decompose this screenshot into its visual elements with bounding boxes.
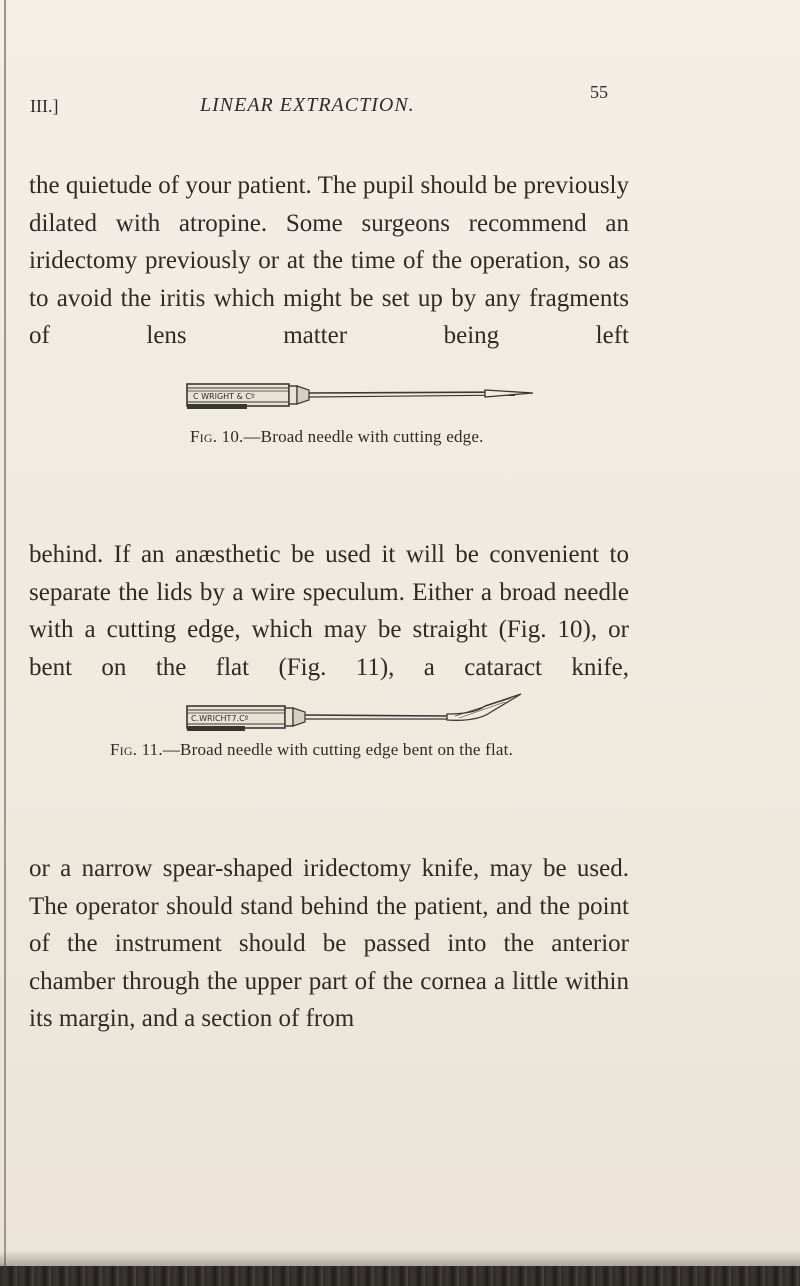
figure-10-caption bbox=[190, 427, 484, 447]
maker-mark: C WRIGHT & Cº bbox=[193, 392, 255, 401]
paragraph: or a narrow spear-shaped iridectomy knife, may be used. The operator should stand behind the patient, and the point of the instrument should be passed into the anterior chamber through the upper part of the cornea a little within its margin, and a section of from bbox=[29, 855, 629, 1032]
maker-mark: C.WRICHT7.Cº bbox=[191, 714, 249, 723]
figure-10-illustration bbox=[185, 380, 545, 417]
figure-11-illustration bbox=[185, 692, 545, 739]
page-bottom-edge bbox=[0, 1266, 800, 1286]
figure-caption-text: —Broad needle with cutting edge. bbox=[243, 427, 484, 446]
figure-11-caption bbox=[110, 740, 513, 760]
paragraph: the quietude of your patient. The pupil should be previously dilated with atropine. Some surgeons recommend an iridectomy previously or at the time of the operation, so as to avoid the iritis which might be set up by any fragments of lens matter being left bbox=[29, 172, 629, 349]
straight-needle-illustration bbox=[185, 380, 545, 412]
figure-label: Fig. 11. bbox=[110, 740, 163, 759]
chapter-marker: III.] bbox=[30, 96, 59, 116]
paragraph: behind. If an anæsthetic be used it will be convenient to separate the lids by a wire speculum. Either a broad needle with a cutting edge, which may be straight (Fig. 10), or bent on the flat (Fig. 11), a cataract knife, bbox=[29, 541, 629, 681]
page-gutter-edge bbox=[4, 0, 6, 1286]
figure-caption-text: —Broad needle with cutting edge bent on the flat. bbox=[162, 740, 514, 759]
running-title: LINEAR EXTRACTION. bbox=[200, 94, 415, 116]
page-number: 55 bbox=[590, 82, 608, 102]
bent-needle-illustration bbox=[185, 692, 545, 734]
page-bottom-shadow bbox=[0, 1250, 800, 1266]
figure-label: Fig. 10. bbox=[190, 427, 244, 446]
running-header bbox=[30, 82, 630, 124]
